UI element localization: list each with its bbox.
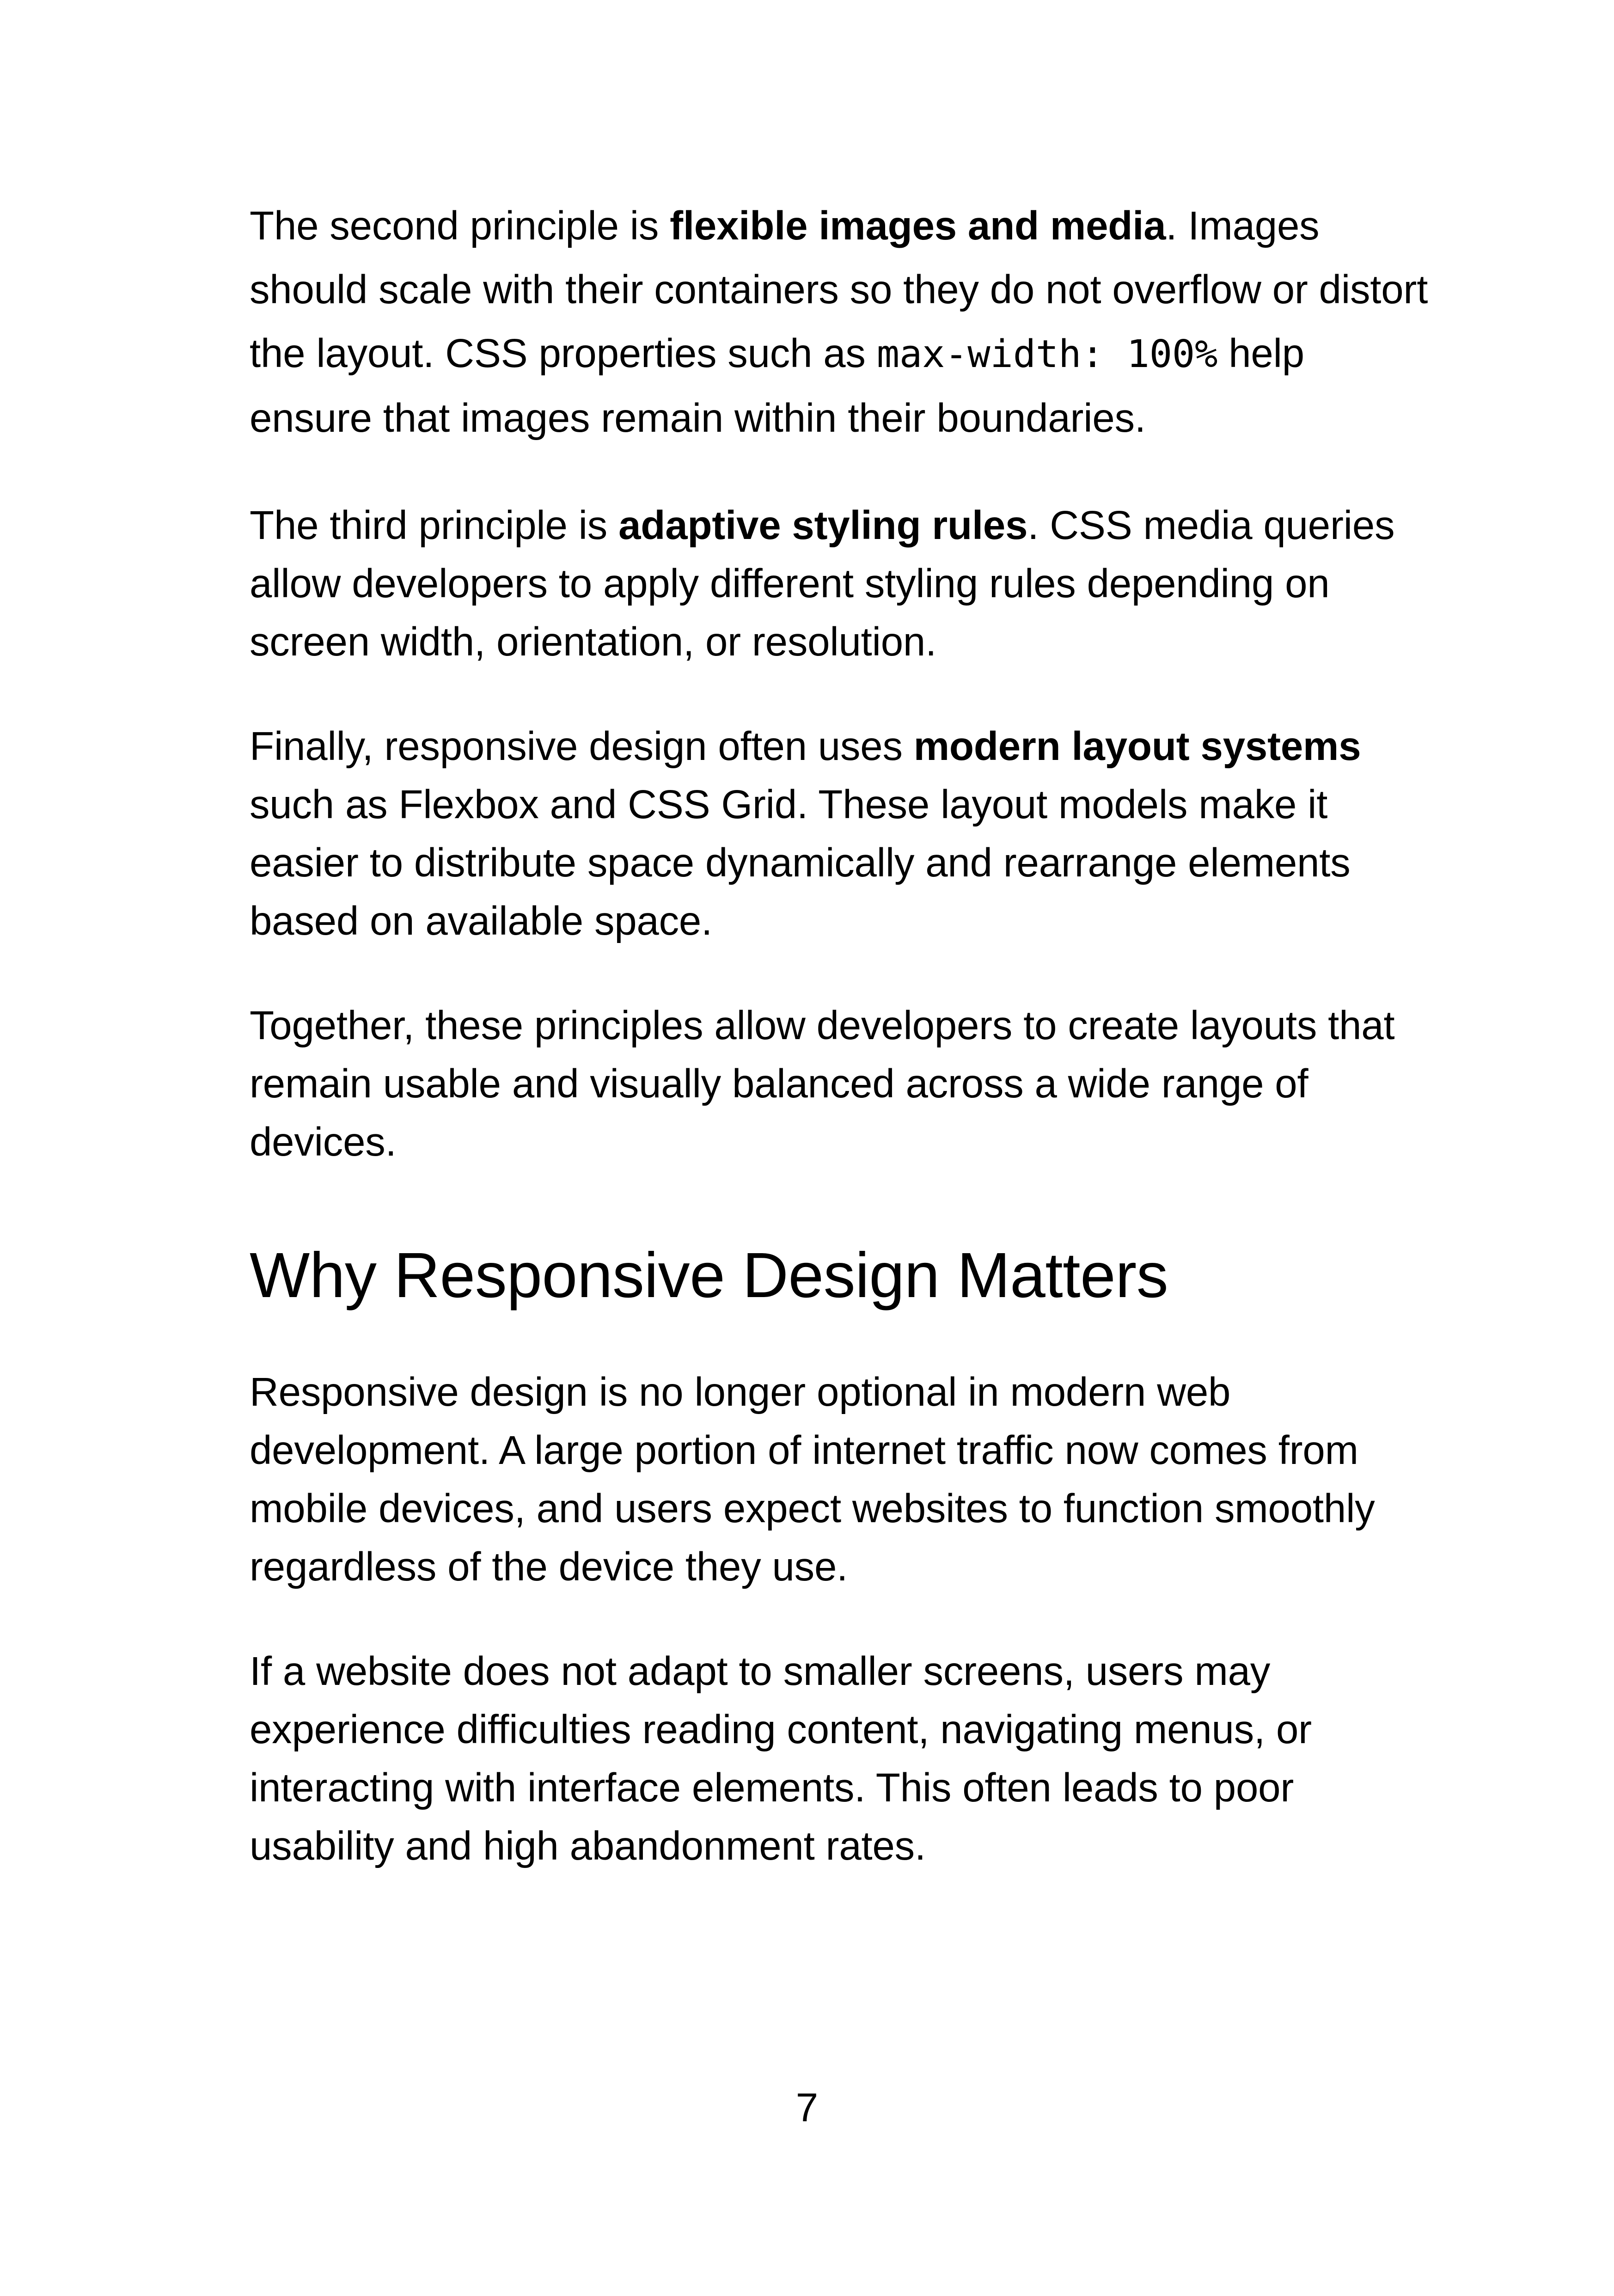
bold-term-flexible-images: flexible images and media xyxy=(670,203,1166,248)
paragraph-together: Together, these principles allow developers to create layouts that remain usable and visually balanced across a wide range of devices. xyxy=(250,1003,1395,1164)
page-content xyxy=(250,194,1433,1922)
paragraph-modern-layout xyxy=(250,717,1433,950)
page-number: 7 xyxy=(795,2085,819,2130)
text-run: The second principle is xyxy=(250,203,670,248)
text-run: Finally, responsive design often uses xyxy=(250,724,914,769)
paragraph-smaller-screens: If a website does not adapt to smaller screens, users may experience difficulties reading content, navigating menus, or interacting with interface elements. This often leads to poor usability and high abandonment rates. xyxy=(250,1649,1312,1868)
paragraph-adaptive-styling xyxy=(250,496,1433,671)
text-run: The third principle is xyxy=(250,503,619,548)
text-run: . Images should scale with their containers so they do not overflow or distort the layout. CSS properties such as xyxy=(250,203,1428,376)
paragraph-responsive-optional: Responsive design is no longer optional in modern web development. A large portion of internet traffic now comes from mobile devices, and users expect websites to function smoothly regardless of the device they use. xyxy=(250,1370,1375,1589)
inline-code-max-width: max-width: 100% xyxy=(876,332,1218,376)
text-run: such as Flexbox and CSS Grid. These layout models make it easier to distribute space dynamically and rearrange elements based on available space. xyxy=(250,782,1351,943)
bold-term-adaptive-styling: adaptive styling rules xyxy=(618,503,1028,548)
text-run: help ensure that images remain within their boundaries. xyxy=(250,331,1304,441)
text-run: . CSS media queries allow developers to apply different styling rules depending on screen width, orientation, or resolution. xyxy=(250,503,1395,664)
bold-term-modern-layout: modern layout systems xyxy=(913,724,1361,769)
paragraph-flexible-images xyxy=(250,194,1433,450)
section-heading: Why Responsive Design Matters xyxy=(250,1240,1168,1311)
